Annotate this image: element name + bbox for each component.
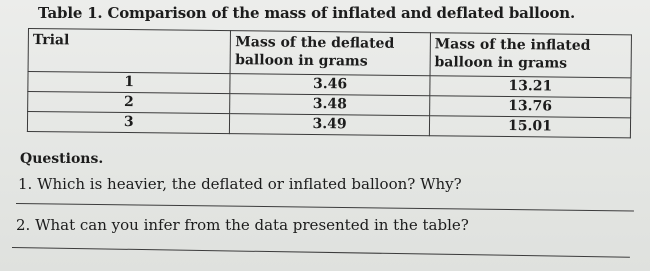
header-deflated-mass: Mass of the deflated balloon in grams	[230, 31, 430, 76]
table-caption: Table 1. Comparison of the mass of inflated and deflated balloon.	[38, 4, 575, 22]
answer-line-2[interactable]	[12, 247, 630, 258]
answer-line-1[interactable]	[16, 203, 634, 212]
questions-heading: Questions.	[20, 151, 104, 167]
cell-trial: 1	[28, 72, 231, 94]
balloon-mass-table	[27, 28, 632, 138]
cell-deflated-mass: 3.49	[230, 114, 430, 136]
header-inflated-mass: Mass of the inflated balloon in grams	[430, 33, 632, 78]
cell-inflated-mass: 15.01	[429, 116, 630, 138]
header-trial: Trial	[28, 29, 231, 74]
cell-trial: 2	[28, 92, 231, 114]
question-2: 2. What can you infer from the data presented in the table?	[16, 216, 469, 234]
cell-inflated-mass: 13.76	[429, 96, 630, 118]
cell-deflated-mass: 3.48	[230, 94, 430, 116]
table-header-row	[28, 29, 631, 78]
cell-inflated-mass: 13.21	[430, 76, 631, 98]
cell-trial: 3	[27, 112, 230, 134]
question-1: 1. Which is heavier, the deflated or inflated balloon? Why?	[18, 175, 462, 193]
cell-deflated-mass: 3.46	[230, 74, 430, 96]
